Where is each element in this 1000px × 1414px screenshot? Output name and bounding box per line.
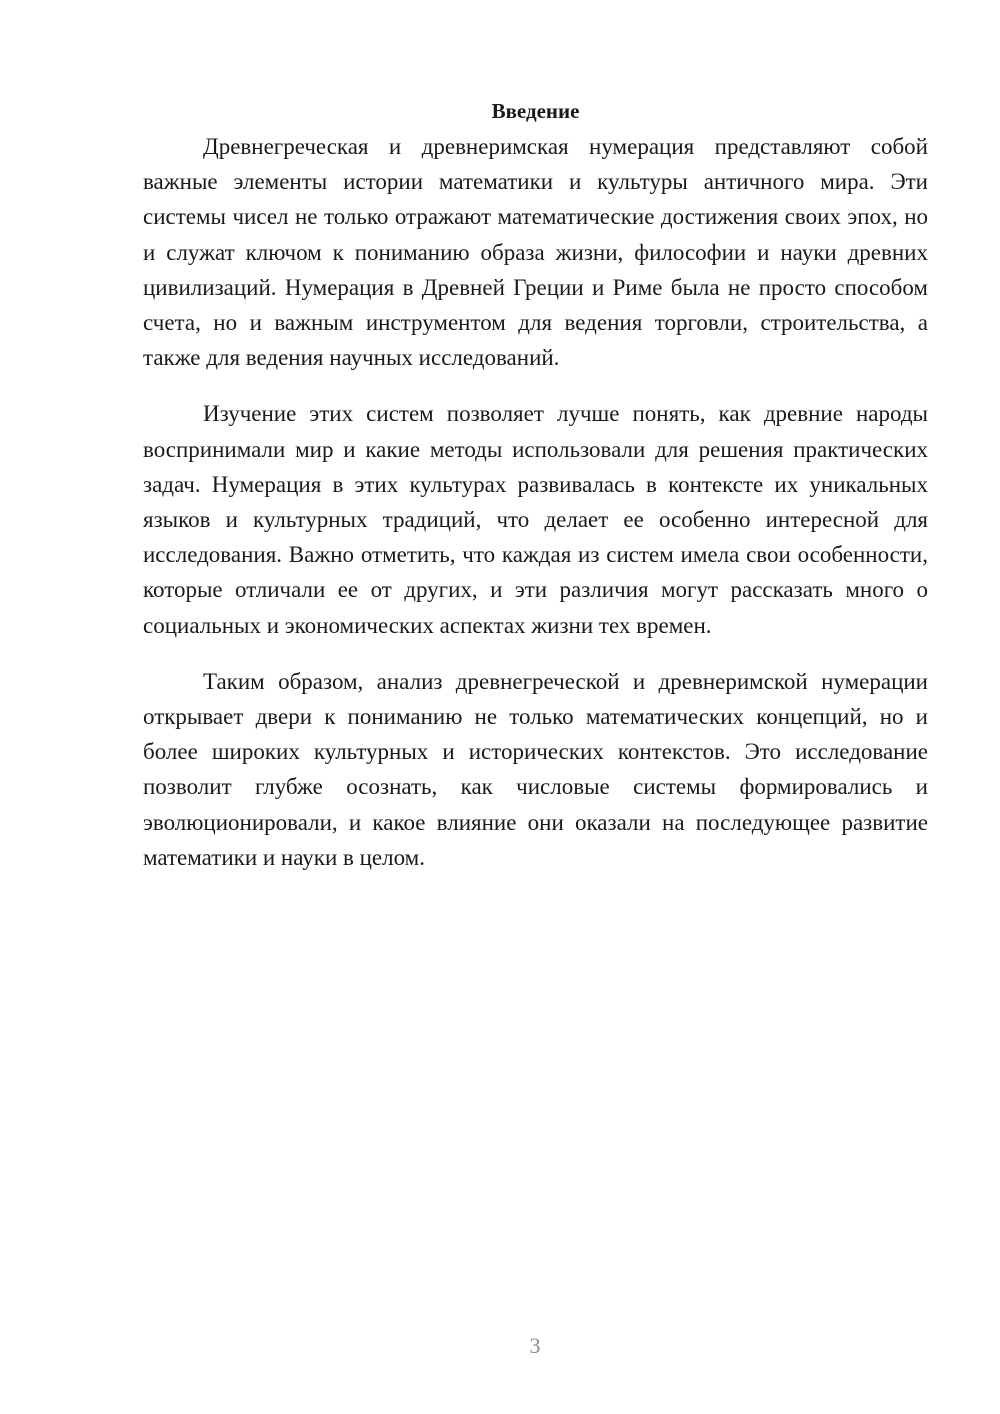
paragraph-3: Таким образом, анализ древнегреческой и древнеримской нумерации открывает двери к пониманию не только математических концепций, но и более широких культурных и исторических контекстов. Это исследование позволит глубже осознать, как числовые системы формировались и эволюционировали, и какое влияние они оказали на последующее развитие математики и науки в целом.: [143, 668, 928, 870]
section-title: Введение: [491, 99, 580, 123]
page-content: [143, 95, 928, 896]
page-number: 3: [529, 1333, 541, 1358]
paragraph-1: Древнегреческая и древнеримская нумерация представляют собой важные элементы истории математики и культуры античного мира. Эти системы чисел не только отражают математические достижения своих эпох, но и служат ключом к пониманию образа жизни, философии и науки древних цивилизаций. Нумерация в Древней Греции и Риме была не просто способом счета, но и важным инструментом для ведения торговли, строительства, а также для ведения научных исследований.: [143, 134, 928, 371]
paragraph-2: Изучение этих систем позволяет лучше понять, как древние народы воспринимали мир и какие методы использовали для решения практических задач. Нумерация в этих культурах развивалась в контексте их уникальных языков и культурных традиций, что делает ее особенно интересной для исследования. Важно отметить, что каждая из систем имела свои особенности, которые отличали ее от других, и эти различия могут рассказать много о социальных и экономических аспектах жизни тех времен.: [143, 401, 928, 638]
